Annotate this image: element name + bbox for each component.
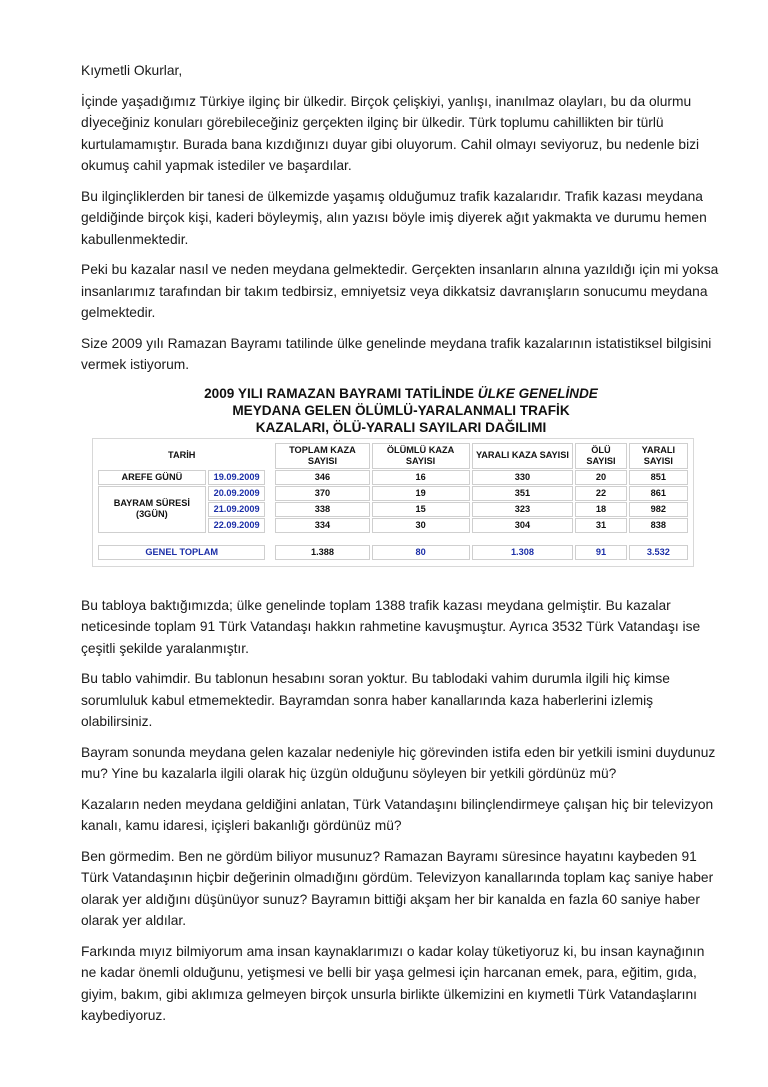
total-yarali-kaza: 1.308: [472, 545, 574, 560]
total-olu: 91: [575, 545, 626, 560]
paragraph-causes: Peki bu kazalar nasıl ve neden meydana gelmektedir. Gerçekten insanların alnına yazıldığı için mi yoksa insanlarımız tarafından bir takım tedbirsiz, emniyetsiz veya dikkatsiz davranışların sonucumu meydana gelmektedir.: [81, 262, 719, 320]
paragraph-accidents: Bu ilginçliklerden bir tanesi de ülkemizde yaşamış olduğumuz trafik kazalarıdır. Trafik kazası meydana geldiğinde birçok kişi, kaderi böyleymiş, alın yazısı böyle imiş diyerek ağıt yakmakta ve durumu hemen kabullenmektedir.: [81, 188, 707, 247]
table-title-line2: MEYDANA GELEN ÖLÜMLÜ-YARALANMALI TRAFİK: [232, 402, 570, 418]
cell-toplam: 370: [275, 486, 369, 501]
label-genel-toplam: GENEL TOPLAM: [98, 545, 265, 560]
cell-yarali-kaza: 304: [472, 518, 574, 533]
table-title-line3: KAZALARI, ÖLÜ-YARALI SAYILARI DAĞILIMI: [255, 419, 547, 435]
table-title-emphasis: ÜLKE GENELİNDE: [477, 385, 598, 401]
paragraph-statistics-intro: Size 2009 yılı Ramazan Bayramı tatilinde ülke genelinde meydana trafik kazalarının istatistiksel bilgisini vermek istiyorum.: [81, 335, 712, 372]
cell-yarali-kaza: 323: [472, 502, 574, 517]
paragraph-awareness: Kazaların neden meydana geldiğini anlatan, Türk Vatandaşını bilinçlendirmeye çalışan hiç bir televizyon kanalı, kamu idaresi, içişleri bakanlığı gördünüz mü?: [81, 796, 714, 833]
greeting: Kıymetli Okurlar,: [81, 63, 183, 78]
paragraph-resignation: Bayram sonunda meydana gelen kazalar nedeniyle hiç görevinden istifa eden bir yetkili ismini duydunuz mu? Yine bu kazalarla ilgili olarak hiç üzgün olduğunu söyleyen bir yetkili gördünüz mü?: [81, 744, 716, 781]
table-header-row: [98, 443, 688, 469]
paragraph-news-coverage: Ben görmedim. Ben ne gördüm biliyor musunuz? Ramazan Bayramı süresince hayatını kaybeden 91 Türk Vatandaşının hiçbir değerinin olmadığını gördüm. Televizyon kanallarında toplam kaç saniye haber olarak yer aldığını düşünüyor sunuz? Bayramın bittiği akşam her bir kanalda en fazla 60 saniye haber olarak yer aldılar.: [81, 848, 714, 928]
total-yarali: 3.532: [629, 545, 688, 560]
cell-olumlu: 19: [372, 486, 470, 501]
header-toplam-kaza: TOPLAM KAZA SAYISI: [275, 443, 369, 469]
total-toplam: 1.388: [275, 545, 369, 560]
table-title: [81, 385, 721, 436]
cell-yarali: 982: [629, 502, 688, 517]
paragraph-table-summary: Bu tabloya baktığımızda; ülke genelinde toplam 1388 trafik kazası meydana gelmiştir. Bu kazalar neticesinde toplam 91 Türk Vatandaşı hakkın rahmetine kavuşmuştur. Ayrıca 3532 Türk Vatandaşı ise çeşitli şekilde yaralanmıştır.: [81, 597, 701, 656]
total-olumlu: 80: [372, 545, 470, 560]
cell-olu: 18: [575, 502, 626, 517]
cell-yarali: 861: [629, 486, 688, 501]
cell-olumlu: 30: [372, 518, 470, 533]
cell-olu: 20: [575, 470, 626, 485]
header-yarali-kaza: YARALI KAZA SAYISI: [472, 443, 574, 469]
cell-yarali-kaza: 351: [472, 486, 574, 501]
table-row: [98, 486, 688, 501]
cell-date: 22.09.2009: [208, 518, 266, 533]
label-bayram-suresi: BAYRAM SÜRESİ (3GÜN): [98, 486, 206, 533]
cell-yarali-kaza: 330: [472, 470, 574, 485]
header-tarih: TARİH: [168, 450, 196, 460]
document-page: [81, 60, 721, 1036]
cell-olu: 22: [575, 486, 626, 501]
cell-toplam: 338: [275, 502, 369, 517]
statistics-table-frame: [92, 438, 694, 567]
paragraph-intro: İçinde yaşadığımız Türkiye ilginç bir ülkedir. Birçok çelişkiyi, yanlışı, inanılmaz olayları, bu da olurmu dİyeceğiniz konuları görebileceğiniz gerçekten ilginç bir ülkedir. Türk toplumu cahillikten bir türlü kurtulamamıştır. Burada bana kızdığınızı duyar gibi oluyorum. Cahil olmayı seviyoruz, bu nedenle bizi okumuş cahil yapmak istediler ve başardılar.: [81, 93, 700, 173]
cell-yarali: 838: [629, 518, 688, 533]
cell-yarali: 851: [629, 470, 688, 485]
table-title-line1: 2009 YILI RAMAZAN BAYRAMI TATİLİNDE: [204, 385, 478, 401]
header-yarali-sayisi: YARALI SAYISI: [629, 443, 688, 469]
cell-date: 19.09.2009: [208, 470, 266, 485]
cell-date: 20.09.2009: [208, 486, 266, 501]
header-olu-sayisi: ÖLÜ SAYISI: [575, 443, 626, 469]
label-arefe-gunu: AREFE GÜNÜ: [98, 470, 206, 485]
cell-toplam: 334: [275, 518, 369, 533]
cell-olumlu: 15: [372, 502, 470, 517]
table-row: [98, 470, 688, 485]
statistics-table: [96, 442, 690, 561]
paragraph-grim-table: Bu tablo vahimdir. Bu tablonun hesabını soran yoktur. Bu tablodaki vahim durumla ilgili hiç kimse sorumluluk kabul etmemektedir. Bayramdan sonra haber kanallarında kaza haberlerini izlemiş olabilirsiniz.: [81, 671, 670, 729]
cell-date: 21.09.2009: [208, 502, 266, 517]
paragraph-human-resources: Farkında mıyız bilmiyorum ama insan kaynaklarımızı o kadar kolay tüketiyoruz ki, bu insan kaynağının ne kadar önemli olduğunu, yetişmesi ve belli bir yaşa gelmesi için harcanan emek, para, eğitim, gıda, giyim, bakım, gibi aklımıza gelmeyen birçok unsurla birlikte ülkemizini en kıymetli Türk Vatandaşlarını kaybediyoruz.: [81, 943, 705, 1023]
header-olumlu-kaza: ÖLÜMLÜ KAZA SAYISI: [372, 443, 470, 469]
cell-toplam: 346: [275, 470, 369, 485]
total-row: [98, 545, 688, 560]
cell-olu: 31: [575, 518, 626, 533]
cell-olumlu: 16: [372, 470, 470, 485]
